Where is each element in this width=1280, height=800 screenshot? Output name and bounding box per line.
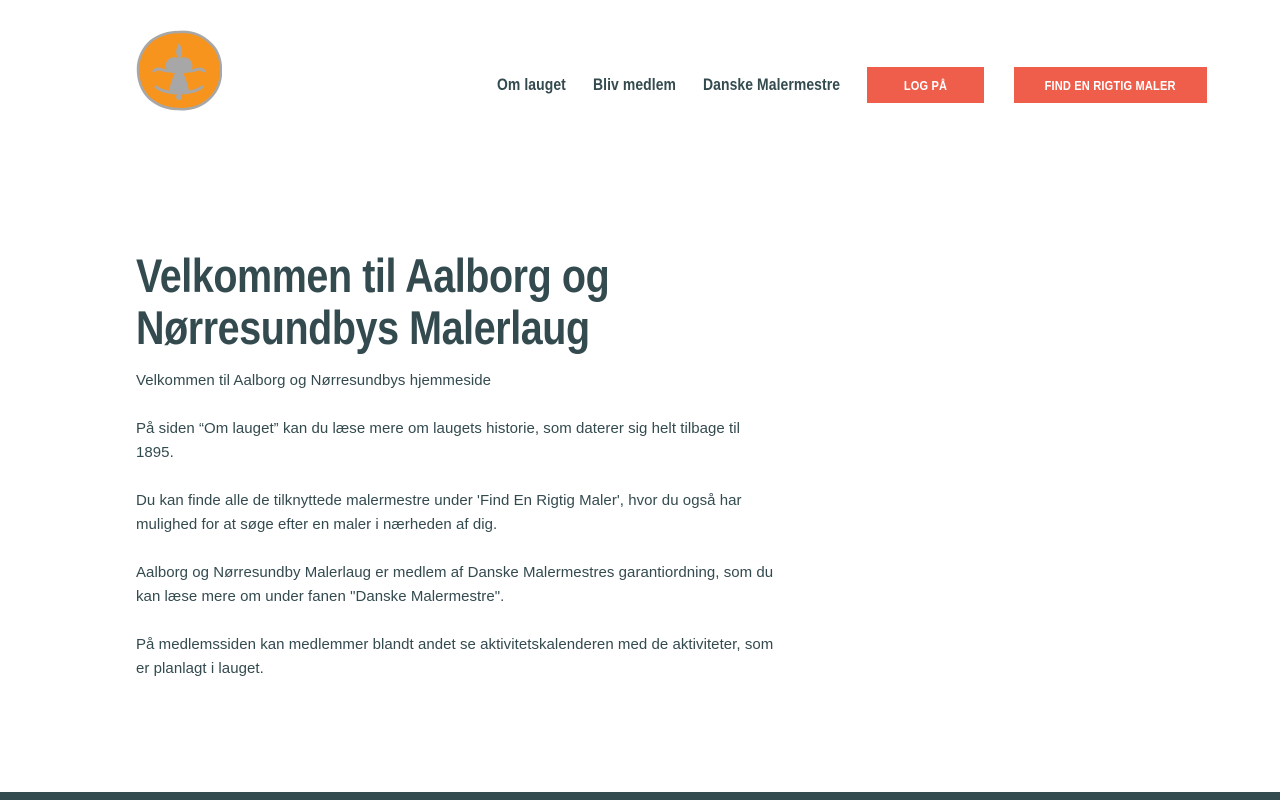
find-maler-button[interactable] (1014, 67, 1207, 103)
nav-danske-malermestre[interactable]: Danske Malermestre (703, 75, 841, 94)
login-button-label: LOG PÅ (903, 77, 948, 93)
intro-paragraph: Velkommen til Aalborg og Nørresundbys hjemmeside (136, 372, 492, 389)
garanti-paragraph: Aalborg og Nørresundby Malerlaug er medlem af Danske Malermestres garantiordning, som du kan læse mere om under fanen "Danske Malermestre". (136, 564, 774, 605)
login-button[interactable] (867, 67, 984, 103)
main-navigation (0, 67, 1280, 103)
footer-bar (0, 792, 1280, 800)
members-paragraph: På medlemssiden kan medlemmer blandt andet se aktivitetskalenderen med de aktiviteter, som er planlagt i lauget. (136, 636, 774, 677)
find-maler-button-label: FIND EN RIGTIG MALER (1044, 77, 1177, 93)
intro-text (136, 369, 776, 681)
main-content (136, 250, 776, 705)
nav-bliv-medlem[interactable]: Bliv medlem (593, 75, 677, 94)
page-title: Velkommen til Aalborg og Nørresundbys Malerlaug (136, 249, 610, 354)
history-paragraph: På siden “Om lauget” kan du læse mere om laugets historie, som daterer sig helt tilbage til 1895. (136, 420, 740, 461)
nav-om-lauget[interactable]: Om lauget (497, 75, 566, 94)
site-header (0, 0, 1280, 140)
find-maler-paragraph: Du kan finde alle de tilknyttede malermestre under 'Find En Rigtig Maler', hvor du også har mulighed for at søge efter en maler i nærheden af dig. (136, 492, 742, 533)
